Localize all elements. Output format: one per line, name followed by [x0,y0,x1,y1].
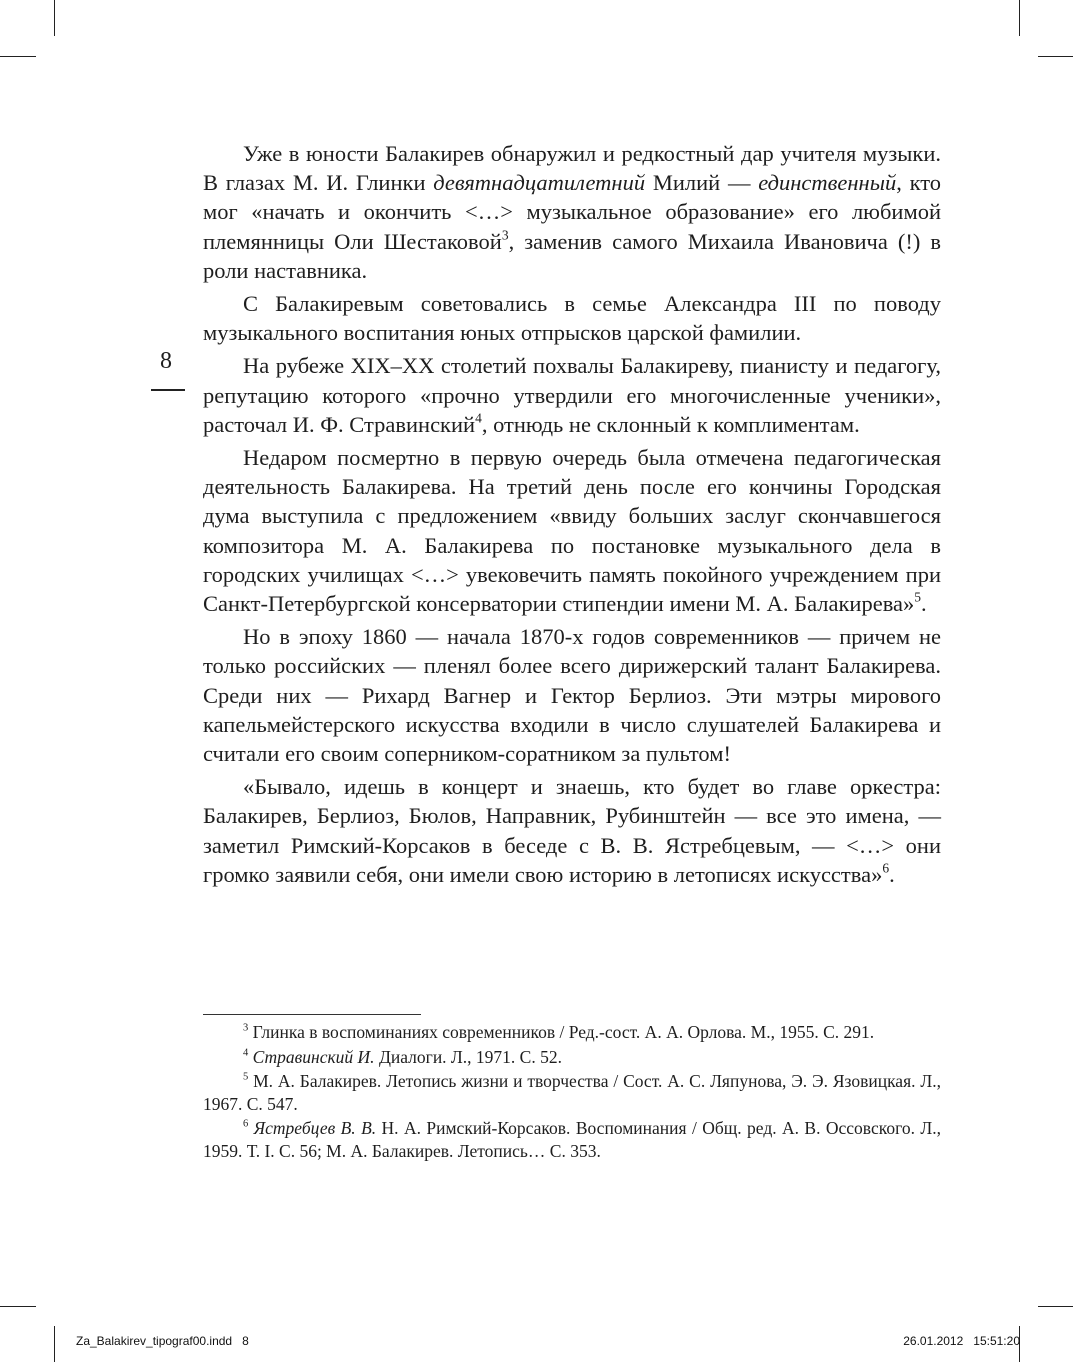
paragraph-1: Уже в юности Балакирев обнаружил и редкостный дар учителя музыки. В глазах М. И. Глинки девятнадцатилетний Милий — единственный, кто мог «начать и окончить <…> музыкальное образование» его любимой племянницы Оли Шестаковой$^3$, заменив самого Михаила Ивановича (!) в роли наставника. [203,141,942,283]
footnote-4: $^4$ Стравинский И. Диалоги. Л., 1971. С. 52. [243,1046,562,1067]
footnote-ref-4: 4 [475,410,482,426]
paragraph-6: «Бывало, идешь в концерт и знаешь, кто будет во главе оркестра: Балакирев, Берлиоз, Бюлов, Направник, Рубинштейн — все это имена, — заметил Римский-Корсаков в беседе с В. В. Ястребцевым, — <…> они громко заявили себя, они имели свою историю в летописях искусства»$^6$. [203,774,941,887]
paragraph-3: На рубеже XIX–XX столетий похвалы Балакиреву, пианисту и педагогу, репутацию которого «прочно утвердили его многочисленные ученики», расточал И. Ф. Стравинский$^4$, отнюдь не склонный к комплиментам. [203,353,941,437]
page-number-rule [151,389,185,391]
slug-datetime: 26.01.2012 15:51:20 [903,1334,1020,1348]
main-text [203,139,941,889]
crop-mark-top-left [54,0,55,36]
crop-mark-top-left-h [0,56,36,57]
crop-mark-top-right [1019,0,1020,36]
slug-filename: Za_Balakirev_tipograf00.indd 8 [76,1334,249,1348]
footnote-5: $^5$ М. А. Балакирев. Летопись жизни и творчества / Сост. А. С. Ляпунова, Э. Э. Язовицкая. Л., 1967. С. 547. [203,1071,941,1114]
paragraph-4: Недаром посмертно в первую очередь была отмечена педагогическая деятельность Балакирева. На третий день после его кончины Городская дума выступила с предложением «ввиду больших заслуг скончавшегося композитора М. А. Балакирева по постановке музыкального дела в городских училищах <…> увековечить память покойного учреждением при Санкт-Петербургской консерватории стипендии имени М. А. Балакирева»$^5$. [203,445,941,617]
footnote-ref-3: 3 [501,227,509,243]
crop-mark-bottom-left-h [0,1306,36,1307]
footnote-3: $^3$ Глинка в воспоминаниях современников / Ред.-сост. А. А. Орлова. М., 1955. С. 291. [243,1022,875,1042]
page-number: 8 [160,348,172,374]
footnote-6: $^6$ Ястребцев В. В. Н. А. Римский-Корсаков. Воспоминания / Общ. ред. А. В. Оссовского. Л., 1959. Т. I. С. 56; М. А. Балакирев. Летопись… С. 353. [203,1118,941,1161]
footnotes [203,1021,941,1163]
crop-mark-bottom-right-h [1038,1306,1073,1307]
footnote-ref-5: 5 [914,589,922,605]
crop-mark-bottom-left [54,1326,55,1362]
paragraph-2: С Балакиревым советовались в семье Александра III по поводу музыкального воспитания юных отпрысков царской фамилии. [203,291,941,346]
footnote-separator [203,1014,421,1015]
footnote-ref-6: 6 [882,860,890,876]
paragraph-5: Но в эпоху 1860 — начала 1870-х годов современников — причем не только российских — пленял более всего дирижерский талант Балакирева. Среди них — Рихард Вагнер и Гектор Берлиоз. Эти мэтры мирового капельмейстерского искусства входили в число слушателей Балакирева и считали его своим соперником-соратником за пультом! [203,624,941,767]
crop-mark-top-right-h [1038,56,1073,57]
